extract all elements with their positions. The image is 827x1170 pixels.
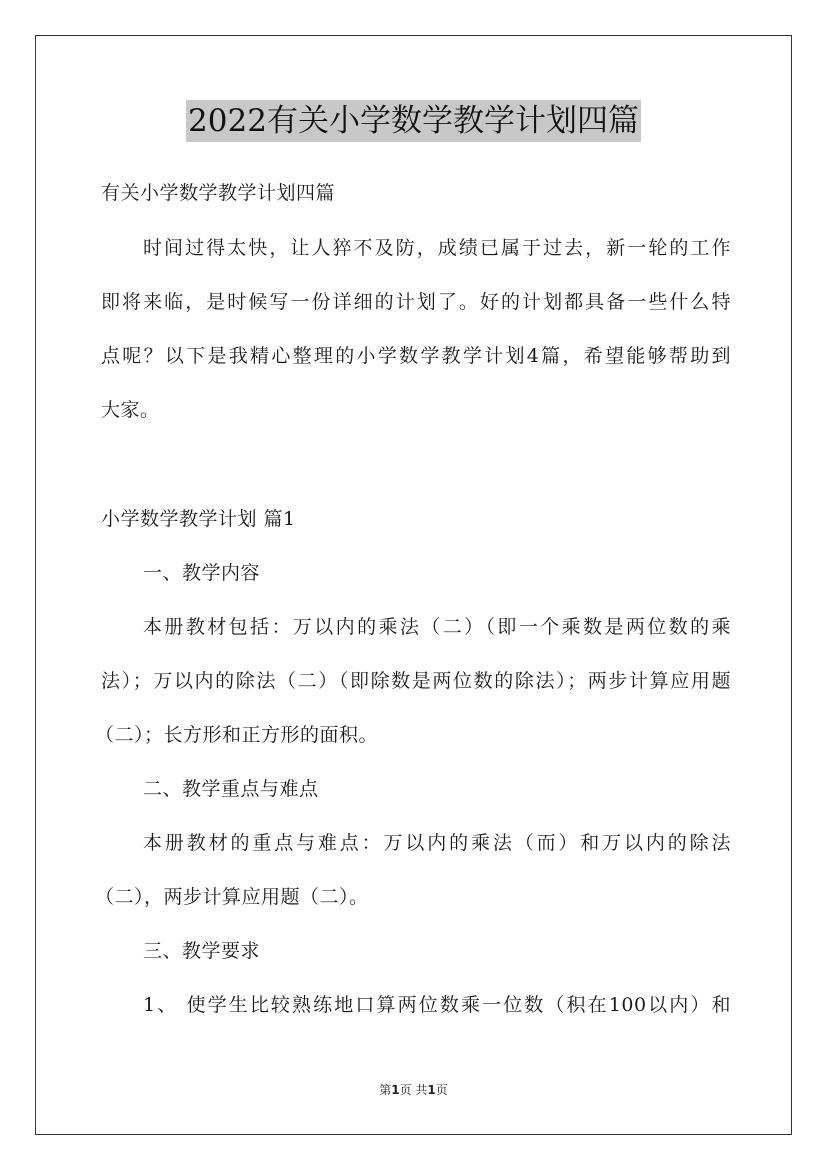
intro-line-4: 大家。 xyxy=(101,399,160,421)
heading-teaching-content: 一、教学内容 xyxy=(143,562,261,584)
content-line-3: （二）；长方形和正方形的面积。 xyxy=(95,724,379,746)
footer-current-page: 1 xyxy=(391,1083,400,1097)
document-title: 2022有关小学数学教学计划四篇 xyxy=(186,100,641,142)
footer-mid: 页 共 xyxy=(399,1083,428,1097)
heading-requirements: 三、教学要求 xyxy=(143,940,261,962)
keypoints-line-1: 本册教材的重点与难点：万以内的乘法（而）和万以内的除法 xyxy=(143,832,731,854)
footer-total-pages: 1 xyxy=(427,1083,436,1097)
content-line-1: 本册教材包括：万以内的乘法（二）（即一个乘数是两位数的乘 xyxy=(143,616,731,638)
intro-line-1: 时间过得太快，让人猝不及防，成绩已属于过去，新一轮的工作 xyxy=(143,237,731,259)
title-wrap xyxy=(0,100,827,142)
keypoints-line-2: （二），两步计算应用题（二）。 xyxy=(95,886,369,908)
intro-line-3: 点呢？以下是我精心整理的小学数学教学计划4篇，希望能够帮助到 xyxy=(101,345,731,367)
footer-prefix: 第 xyxy=(379,1083,392,1097)
content-line-2: 法）；万以内的除法（二）（即除数是两位数的除法）；两步计算应用题 xyxy=(101,670,731,692)
document-subtitle: 有关小学数学教学计划四篇 xyxy=(101,182,336,204)
heading-key-points: 二、教学重点与难点 xyxy=(143,778,319,800)
requirements-line-1: 1、 使学生比较熟练地口算两位数乘一位数（积在100以内）和 xyxy=(143,994,731,1016)
intro-line-2: 即将来临，是时候写一份详细的计划了。好的计划都具备一些什么特 xyxy=(101,291,731,313)
page-footer xyxy=(0,1082,827,1098)
section-heading: 小学数学教学计划 篇1 xyxy=(101,508,296,530)
footer-suffix: 页 xyxy=(435,1083,448,1097)
